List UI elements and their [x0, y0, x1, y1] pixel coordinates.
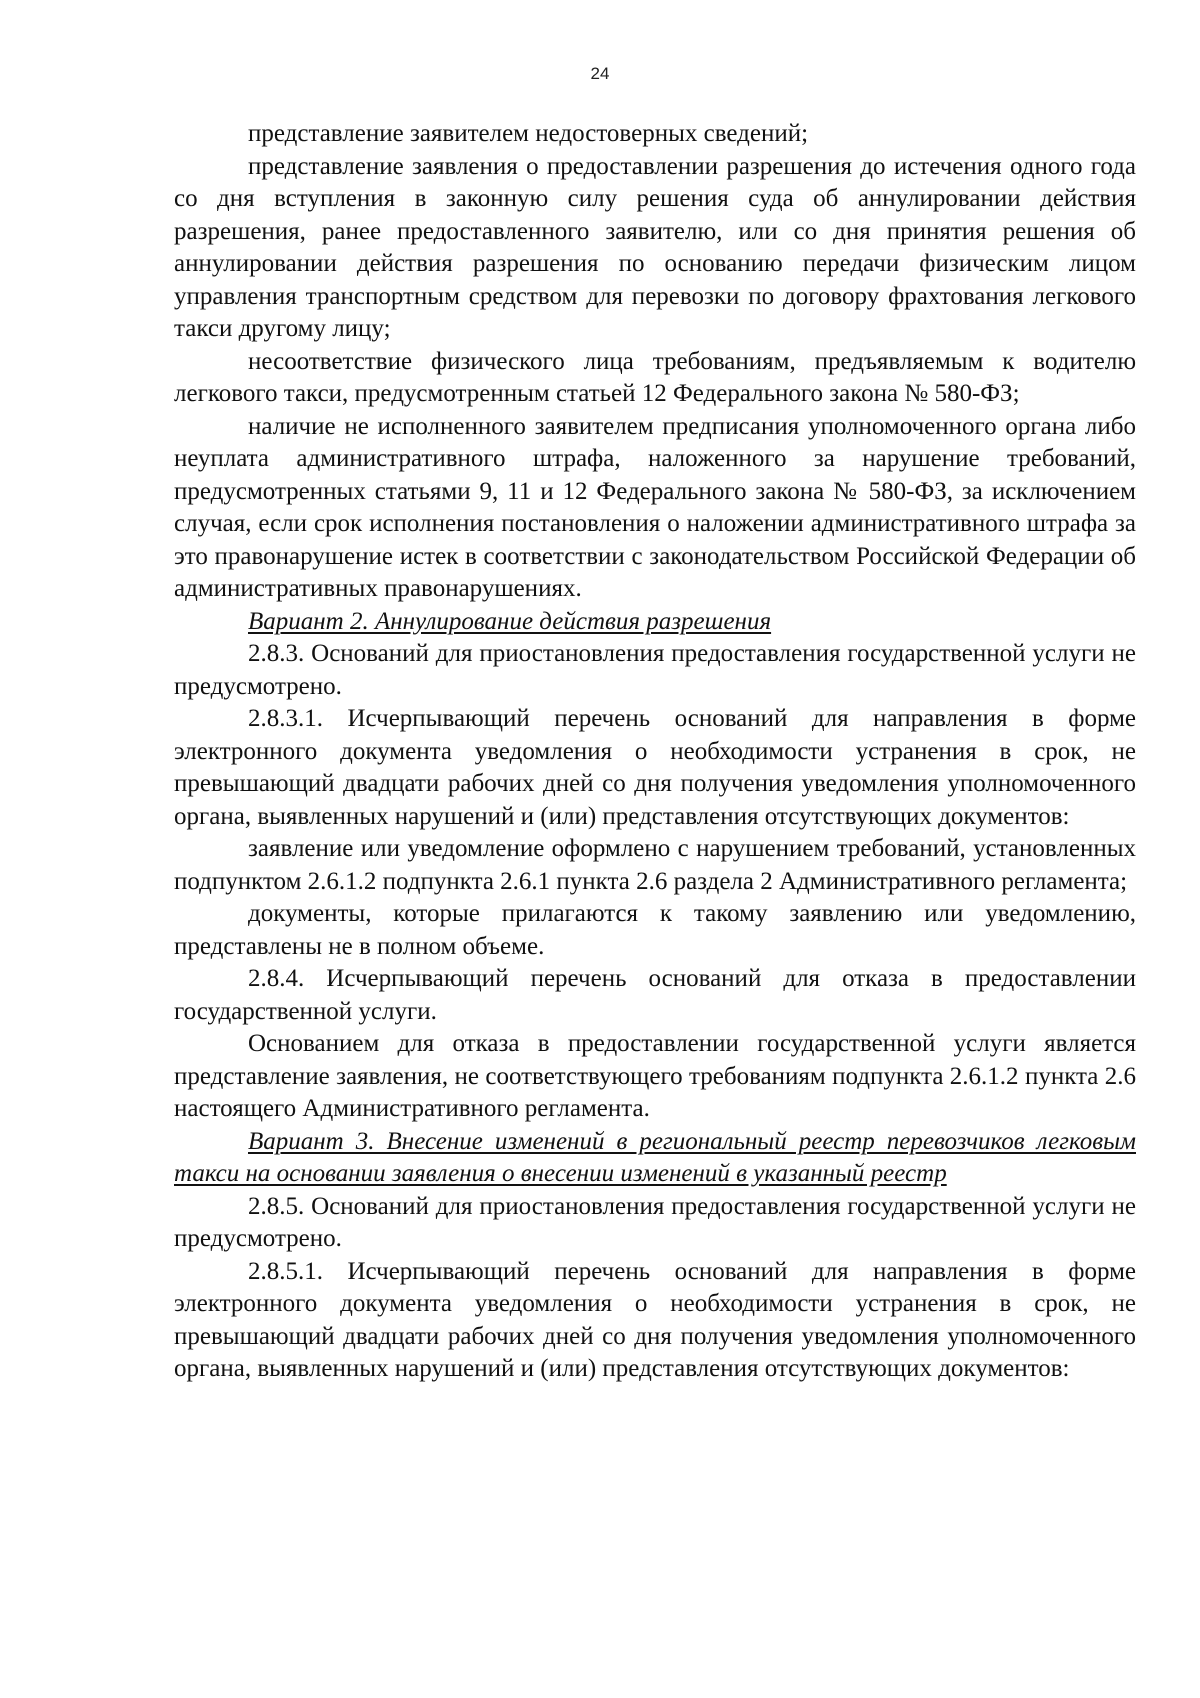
paragraph-2-8-5-1: 2.8.5.1. Исчерпывающий перечень оснований для направления в форме электронного документа уведомления о необходимости устранения в срок, не превышающий двадцати рабочих дней со дня получения уведомления уполномоченного органа, выявленных нарушений и (или) представления отсутствующих документов:	[174, 1257, 1136, 1382]
paragraph-2-8-3-1: 2.8.3.1. Исчерпывающий перечень оснований для направления в форме электронного документа уведомления о необходимости устранения в срок, не превышающий двадцати рабочих дней со дня получения уведомления уполномоченного органа, выявленных нарушений и (или) представления отсутствующих документов:	[174, 705, 1136, 830]
paragraph-early-application: представление заявления о предоставлении разрешения до истечения одного года со дня вступления в законную силу решения суда об аннулировании действия разрешения, ранее предоставленного заявителю, или со дня принятия решения об аннулировании действия разрешения по основанию передачи физическим лицом управления транспортным средством для перевозки по договору фрахтования легкового такси другому лицу;	[174, 152, 1136, 342]
variant-2-heading	[174, 606, 1136, 639]
variant-3-title: Вариант 3. Внесение изменений в региональный реестр перевозчиков легковым такси на основании заявления о внесении изменений в указанный реестр	[174, 1127, 1136, 1187]
paragraph-2-8-4: 2.8.4. Исчерпывающий перечень оснований для отказа в предоставлении государственной услуги.	[174, 965, 1136, 1025]
paragraph-unreliable-info: представление заявителем недостоверных сведений;	[248, 120, 809, 147]
paragraph-refusal-basis: Основанием для отказа в предоставлении государственной услуги является представление заявления, не соответствующего требованиям подпункта 2.6.1.2 пункта 2.6 настоящего Административного регламента.	[174, 1030, 1136, 1122]
variant-3-heading	[174, 1126, 1136, 1191]
paragraph-2-8-5: 2.8.5. Оснований для приостановления предоставления государственной услуги не предусмотрено.	[174, 1192, 1136, 1252]
variant-2-title: Вариант 2. Аннулирование действия разрешения	[248, 607, 772, 635]
document-body	[174, 118, 1136, 1386]
page-number: 24	[590, 64, 610, 83]
paragraph-incomplete-docs: документы, которые прилагаются к такому заявлению или уведомлению, представлены не в полном объеме.	[174, 900, 1136, 960]
paragraph-2-8-3: 2.8.3. Оснований для приостановления предоставления государственной услуги не предусмотрено.	[174, 640, 1136, 700]
paragraph-driver-requirements: несоответствие физического лица требованиям, предъявляемым к водителю легкового такси, предусмотренным статьей 12 Федерального закона № 580-ФЗ;	[174, 347, 1136, 407]
paragraph-unfulfilled-order: наличие не исполненного заявителем предписания уполномоченного органа либо неуплата административного штрафа, наложенного за нарушение требований, предусмотренных статьями 9, 11 и 12 Федерального закона № 580-ФЗ, за исключением случая, если срок исполнения постановления о наложении административного штрафа за это правонарушение истек в соответствии с законодательством Российской Федерации об административных правонарушениях.	[174, 412, 1136, 602]
paragraph-form-violation: заявление или уведомление оформлено с нарушением требований, установленных подпунктом 2.6.1.2 подпункта 2.6.1 пункта 2.6 раздела 2 Административного регламента;	[174, 835, 1136, 895]
